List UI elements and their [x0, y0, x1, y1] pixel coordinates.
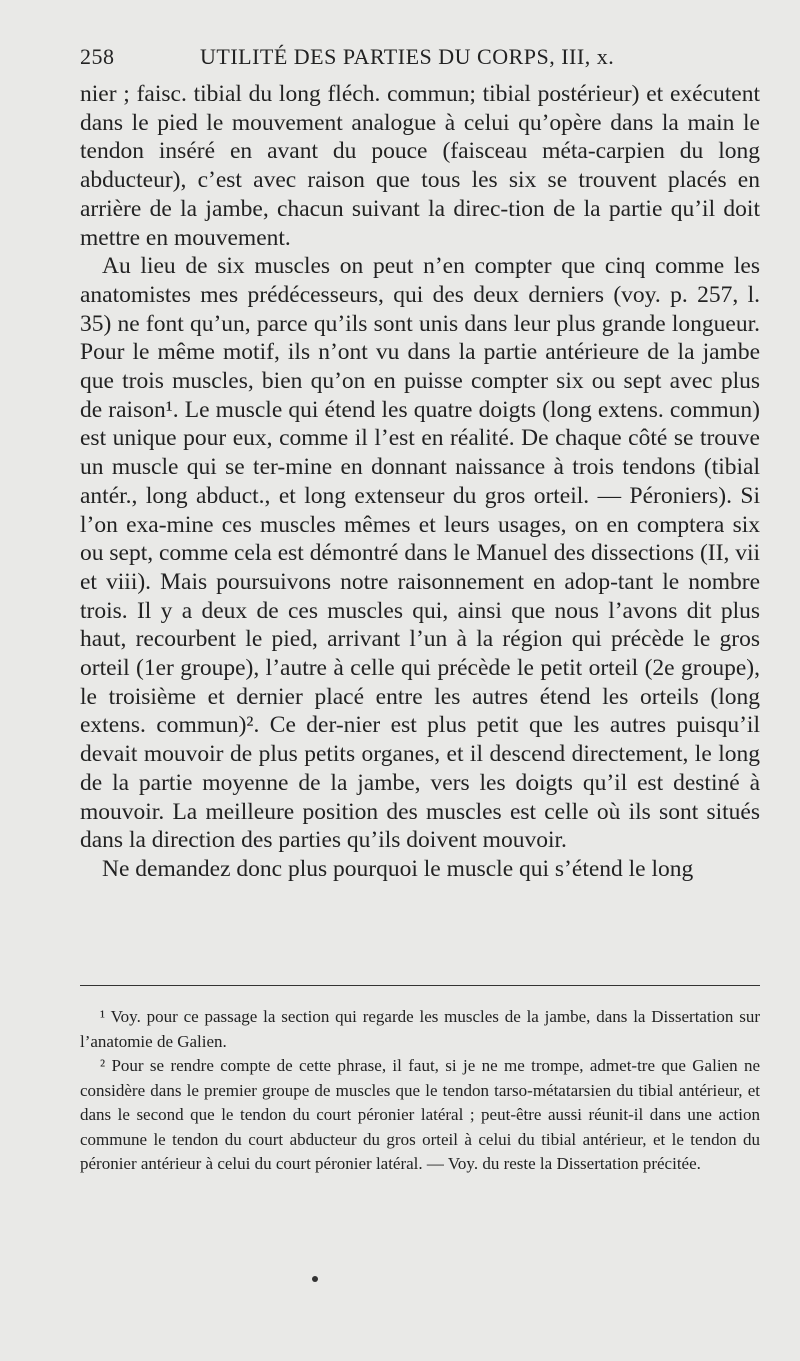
running-header — [80, 44, 760, 70]
footnotes — [80, 1005, 760, 1177]
main-text — [80, 80, 760, 884]
footnote-2: ² Pour se rendre compte de cette phrase, il faut, si je ne me trompe, admet-tre que Galien ne considère dans le premier groupe de muscles que le tendon tarso-métatarsien du tibial antérieur, et dans le second que le tendon du court péronier latéral ; peut-être aussi réunit-il dans une action commune le tendon du court abducteur du gros orteil à celui du tibial antérieur, et le tendon du péronier antérieur à celui du court péronier latéral. — Voy. du reste la Dissertation précitée. — [80, 1056, 760, 1173]
footnote-divider — [80, 985, 760, 986]
ink-dot — [312, 1276, 318, 1282]
paragraph-1: nier ; faisc. tibial du long fléch. commun; tibial postérieur) et exécutent dans le pied le mouvement analogue à celui qu’opère dans la main le tendon inséré en avant du pouce (faisceau méta-carpien du long abducteur), c’est avec raison que tous les six se trouvent placés en arrière de la jambe, chacun suivant la direc-tion de la partie qu’il doit mettre en mouvement. — [80, 81, 760, 251]
paragraph-2: Au lieu de six muscles on peut n’en compter que cinq comme les anatomistes mes prédécesseurs, qui des deux derniers (voy. p. 257, l. 35) ne font qu’un, parce qu’ils sont unis dans leur plus grande longueur. Pour le même motif, ils n’ont vu dans la partie antérieure de la jambe que trois muscles, bien qu’on en puisse compter six ou sept avec plus de raison¹. Le muscle qui étend les quatre doigts (long extens. commun) est unique pour eux, comme il l’est en réalité. De chaque côté se trouve un muscle qui se ter-mine en donnant naissance à trois tendons (tibial antér., long abduct., et long extenseur du gros orteil. — Péroniers). Si l’on exa-mine ces muscles mêmes et leurs usages, on en comptera six ou sept, comme cela est démontré dans le Manuel des dissections (II, vii et viii). Mais poursuivons notre raisonnement en adop-tant le nombre trois. Il y a deux de ces muscles qui, ainsi que nous l’avons dit plus haut, recourbent le pied, arrivant l’un à la région qui précède le gros orteil (1er groupe), l’autre à celle qui précède le petit orteil (2e groupe), le troisième et dernier placé entre les autres étend les orteils (long extens. commun)². Ce der-nier est plus petit que les autres puisqu’il devait mouvoir de plus petits organes, et il descend directement, le long de la partie moyenne de la jambe, vers les doigts qu’il est destiné à mouvoir. La meilleure position des muscles est celle où ils sont situés dans la direction des parties qu’ils doivent mouvoir. — [80, 253, 761, 854]
running-title: UTILITÉ DES PARTIES DU CORPS, III, x. — [200, 44, 615, 69]
footnote-1: ¹ Voy. pour ce passage la section qui regarde les muscles de la jambe, dans la Dissertation sur l’anatomie de Galien. — [80, 1007, 760, 1051]
paragraph-3: Ne demandez donc plus pourquoi le muscle qui s’étend le long — [102, 855, 694, 882]
page-number: 258 — [80, 44, 115, 69]
